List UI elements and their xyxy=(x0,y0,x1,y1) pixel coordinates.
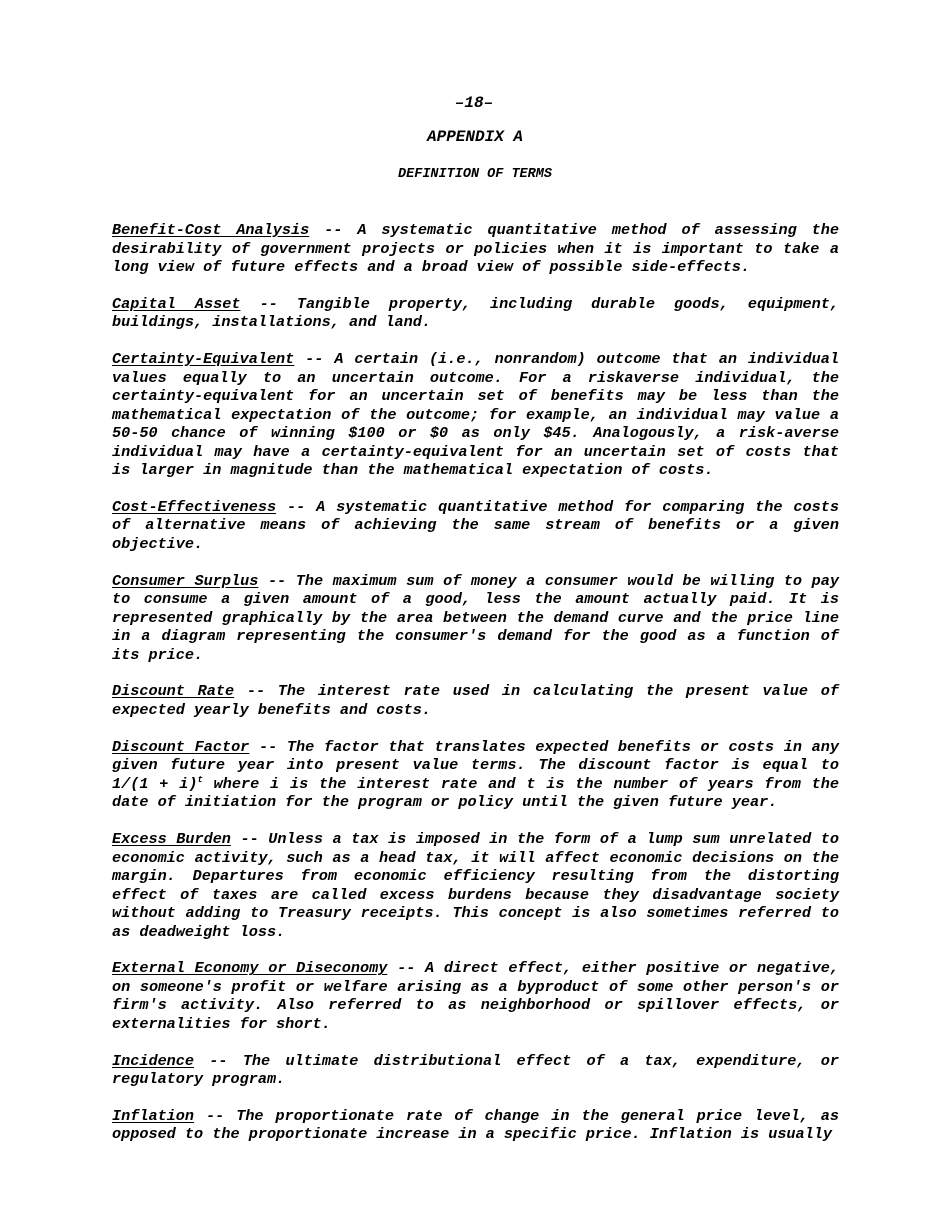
term: Discount Factor xyxy=(112,737,250,756)
term: Cost-Effectiveness xyxy=(112,497,277,516)
definition-consumer-surplus xyxy=(112,572,839,665)
section-title: DEFINITION OF TERMS xyxy=(398,167,552,182)
definition-inflation xyxy=(112,1107,839,1144)
term: Certainty-Equivalent xyxy=(112,350,295,369)
definition-text: -- A systematic quantitative method for comparing the costs of alternative means of achieving the same stream of benefits or a given objective. xyxy=(112,497,839,553)
definition-text: -- A direct effect, either positive or negative, on someone's profit or welfare arising as a byproduct of some other person's or firm's activity. Also referred to as neighborhood or spillover effects, or externalities for short. xyxy=(112,959,839,1033)
term: Consumer Surplus xyxy=(112,571,259,590)
definition-text: -- The proportionate rate of change in the general price level, as opposed to the proportionate increase in a specific price. Inflation is usually xyxy=(112,1106,839,1144)
definition-benefit-cost-analysis xyxy=(112,221,839,277)
definition-text: -- The factor that translates expected benefits or costs in any given future year into present value terms. The discount factor is equal to 1/(1 + i) xyxy=(112,737,839,793)
term: Capital Asset xyxy=(112,294,241,313)
appendix-title: APPENDIX A xyxy=(426,128,523,146)
definition-excess-burden xyxy=(112,830,839,941)
definition-text: -- The interest rate used in calculating the present value of expected yearly benefits and costs. xyxy=(112,682,839,719)
term: Excess Burden xyxy=(112,830,231,849)
definitions-list xyxy=(112,221,839,1162)
definition-cost-effectiveness xyxy=(112,498,839,554)
term: Benefit-Cost Analysis xyxy=(112,221,310,239)
definition-discount-rate xyxy=(112,682,839,719)
definition-text-continued: where i is the interest rate and t is the number of years from the date of initiation for the program or policy until the given future year. xyxy=(112,774,839,812)
term: Discount Rate xyxy=(112,682,235,701)
definition-text: -- A systematic quantitative method of assessing the desirability of government projects or policies when it is important to take a long view of future effects and a broad view of possible side-effects. xyxy=(112,221,839,276)
definition-capital-asset xyxy=(112,295,839,332)
definition-discount-factor xyxy=(112,738,839,812)
definition-text: -- Tangible property, including durable goods, equipment, buildings, installations, and land. xyxy=(112,294,839,332)
definition-text: -- A certain (i.e., nonrandom) outcome that an individual values equally to an uncertain outcome. For a riskaverse individual, the certainty-equivalent for an uncertain set of benefits may be less than the mathematical expectation of the outcome; for example, an individual may value a 50-50 chance of winning $100 or $0 as only $45. Analogously, a risk-averse individual may have a certainty-equivalent for an uncertain set of costs that is larger in magnitude than the mathematical expectation of costs. xyxy=(112,350,839,480)
definition-text: -- Unless a tax is imposed in the form of a lump sum unrelated to economic activity, such as a head tax, it will affect economic decisions on the margin. Departures from economic efficiency resulting from the distorting effect of taxes are called excess burdens because they disadvantage society without adding to Treasury receipts. This concept is also sometimes referred to as deadweight loss. xyxy=(112,830,839,941)
definition-text: -- The maximum sum of money a consumer would be willing to pay to consume a given amount of a good, less the amount actually paid. It is represented graphically by the area between the demand curve and the price line in a diagram representing the consumer's demand for the good as a function of its price. xyxy=(112,571,839,664)
term: External Economy or Diseconomy xyxy=(112,959,388,978)
definition-certainty-equivalent xyxy=(112,350,839,480)
definition-text: -- The ultimate distributional effect of a tax, expenditure, or regulatory program. xyxy=(112,1051,839,1089)
term: Inflation xyxy=(112,1106,195,1125)
definition-external-economy xyxy=(112,959,839,1033)
superscript-t: t xyxy=(197,774,203,785)
term: Incidence xyxy=(112,1051,195,1070)
definition-incidence xyxy=(112,1052,839,1089)
page-number: –18– xyxy=(454,94,494,112)
